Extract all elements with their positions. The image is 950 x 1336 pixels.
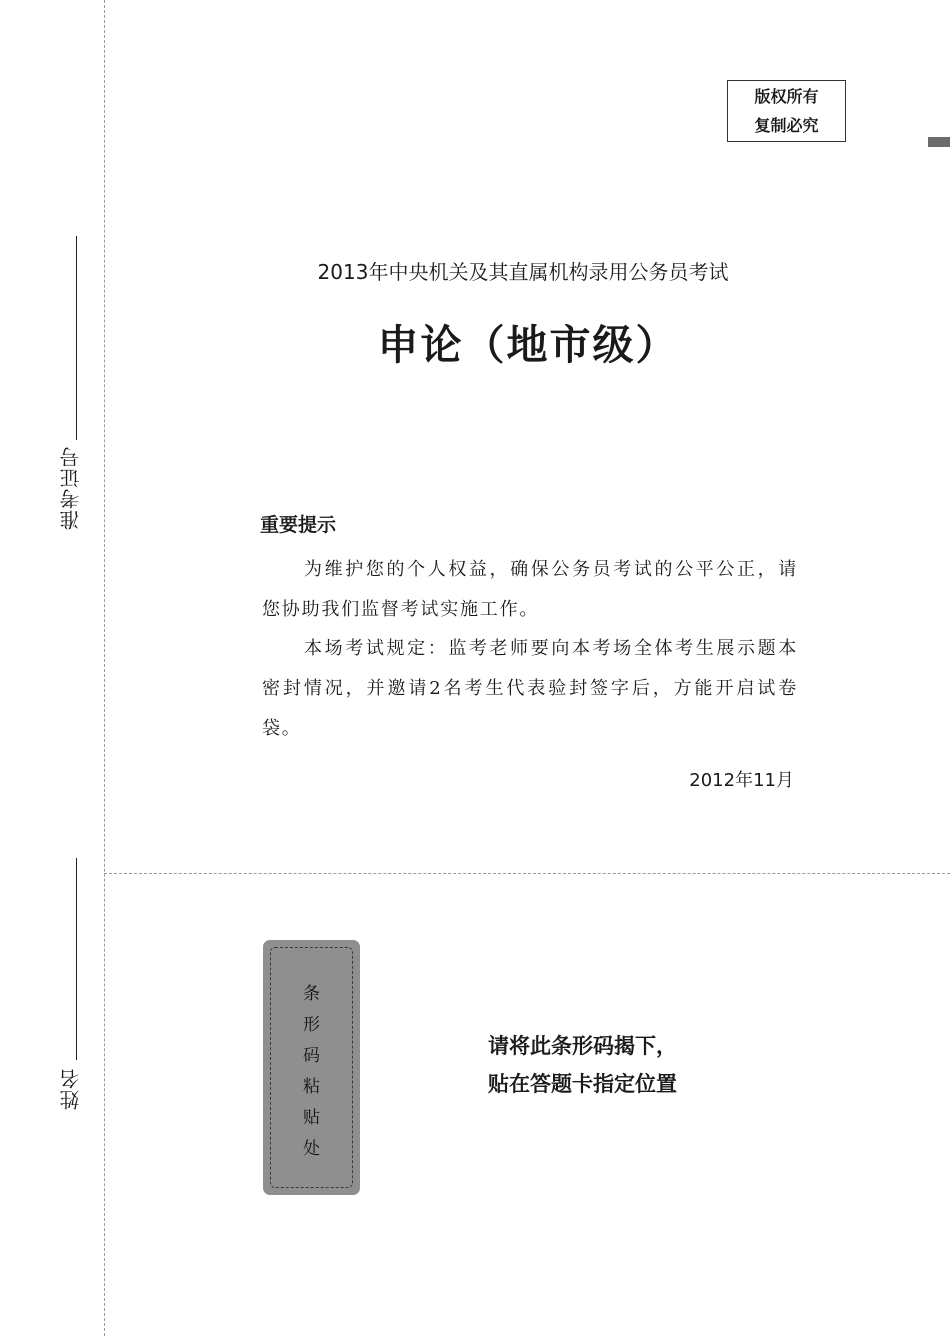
notice-heading: 重要提示 xyxy=(260,514,337,536)
edge-marker xyxy=(928,137,950,147)
horizontal-dashed-fold-line xyxy=(104,873,950,874)
notice-paragraph-1: 为维护您的个人权益，确保公务员考试的公平公正，请您协助我们监督考试实施工作。 xyxy=(262,559,798,620)
exam-title: 申论（地市级） xyxy=(377,321,679,369)
name-label: 姓名 xyxy=(59,1068,83,1110)
barcode-label-char: 码 xyxy=(303,1046,320,1066)
exam-id-label: 准考证号 xyxy=(59,446,83,530)
barcode-label-char: 贴 xyxy=(303,1108,320,1128)
name-write-line[interactable] xyxy=(76,858,77,1060)
notice-date: 2012年11月 xyxy=(689,770,794,791)
copyright-line-2: 复制必究 xyxy=(754,116,819,135)
barcode-label-char: 粘 xyxy=(303,1077,320,1097)
barcode-label-char: 条 xyxy=(303,984,320,1004)
barcode-dashed-border xyxy=(270,947,353,1188)
barcode-instruction-line-2: 贴在答题卡指定位置 xyxy=(488,1072,677,1096)
copyright-line-1: 版权所有 xyxy=(754,87,819,106)
notice-paragraph-2: 本场考试规定：监考老师要向本考场全体考生展示题本密封情况，并邀请2名考生代表验封签字后，方能开启试卷袋。 xyxy=(262,638,798,739)
copyright-box xyxy=(727,80,846,142)
barcode-label-char: 形 xyxy=(303,1015,320,1035)
barcode-label-char: 处 xyxy=(303,1139,320,1159)
exam-subtitle: 2013年中央机关及其直属机构录用公务员考试 xyxy=(317,260,729,284)
vertical-dashed-fold-line xyxy=(104,0,105,1336)
barcode-sticker-area[interactable] xyxy=(263,940,360,1195)
barcode-instruction-line-1: 请将此条形码揭下， xyxy=(488,1034,677,1058)
